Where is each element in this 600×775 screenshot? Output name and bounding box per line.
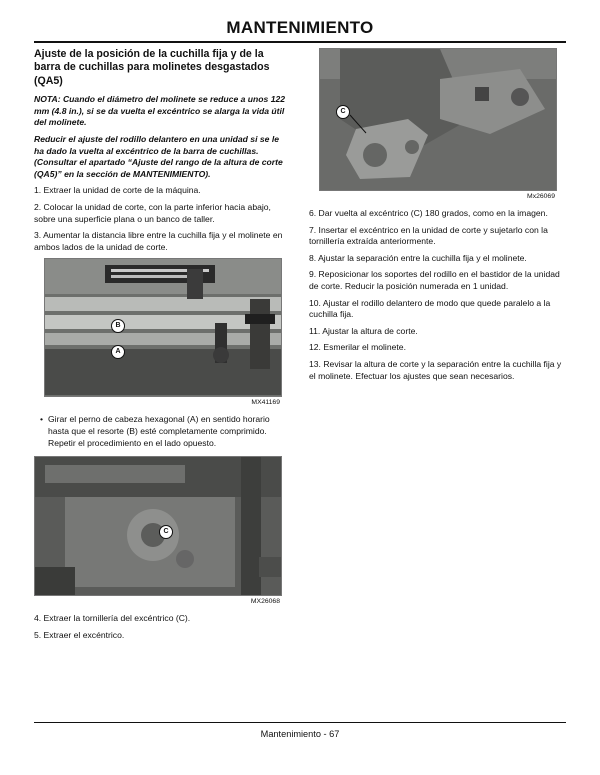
step-7: 7. Insertar el excéntrico en la unidad de corte y sujetarlo con la tornillería extraída anteriormente. [309,224,548,247]
page-footer: Mantenimiento - 67 [260,729,340,739]
step-10: 10. Ajustar el rodillo delantero de modo que quede paralelo a la cuchilla fija. [309,297,551,320]
photo-eccentric-installed [35,457,281,595]
step-11: 11. Ajustar la altura de corte. [309,325,418,336]
note-reel-diameter: NOTA: Cuando el diámetro del molinete se reduce a unos 122 mm (4.8 in.), si se da vuelta el excéntrico se alarga la vida útil del molinete. [34,94,286,128]
figure-mx26068 [34,456,282,596]
step-2: 2. Colocar la unidad de corte, con la parte inferior hacia abajo, sobre una superficie plana o un banco de taller. [34,201,271,224]
step-4: 4. Extraer la tornillería del excéntrico (C). [34,613,191,624]
step-3: 3. Aumentar la distancia libre entre la cuchilla fija y el molinete en ambos lados de la unidad de corte. [34,230,283,252]
callout-c: C [336,105,350,119]
left-column [34,48,290,646]
figure-mx41169 [44,258,282,397]
figure-caption-mx41169: MX41169 [251,399,280,407]
step-13: 13. Revisar la altura de corte y la separación entre la cuchilla fija y el molinete. Efectuar los ajustes que sean necesarios. [309,358,562,381]
step-9: 9. Reposicionar los soportes del rodillo en el bastidor de la unidad de corte. Reducir la posición numerada en 1 unidad. [309,269,560,291]
figure-caption-mx26068: MX26068 [250,598,280,606]
callout-a: A [111,345,125,359]
photo-reel-adjust-bolt [45,259,281,396]
step-6: 6. Dar vuelta al excéntrico (C) 180 grados, como en la imagen. [309,208,548,218]
page-header-title: MANTENIMIENTO [226,18,374,37]
step-5: 5. Extraer el excéntrico. [34,629,125,640]
step-12: 12. Esmerilar el molinete. [309,342,406,353]
callout-c: C [159,525,173,539]
step-1: 1. Extraer la unidad de corte de la máquina. [34,185,201,196]
section-title: Ajuste de la posición de la cuchilla fija y de la barra de cuchillas para molinetes desgastados (QA5) [34,48,270,87]
note-front-roller: Reducir el ajuste del rodillo delantero en una unidad si se le ha dado la vuelta al excéntrico de la barra de cuchillas. (Consultar el apartado “Ajuste del rango de la altura de corte (QA5)” en la sección de MANTENIMIENTO). [34,134,283,179]
bullet-text: Girar el perno de cabeza hexagonal (A) en sentido horario hasta que el resorte (B) esté completamente comprimido. Repetir el procedimiento en el lado opuesto. [48,414,270,448]
header-rule [34,41,566,43]
right-column [309,48,567,387]
bullet-turn-bolt [34,414,290,449]
footer-rule [34,722,566,723]
step-8: 8. Ajustar la separación entre la cuchilla fija y el molinete. [309,252,527,263]
figure-mx26069 [319,48,557,191]
callout-b: B [111,319,125,333]
photo-eccentric-removed [320,49,556,190]
figure-caption-mx26069: Mx26069 [527,193,555,200]
bullet-icon: • [40,414,44,425]
